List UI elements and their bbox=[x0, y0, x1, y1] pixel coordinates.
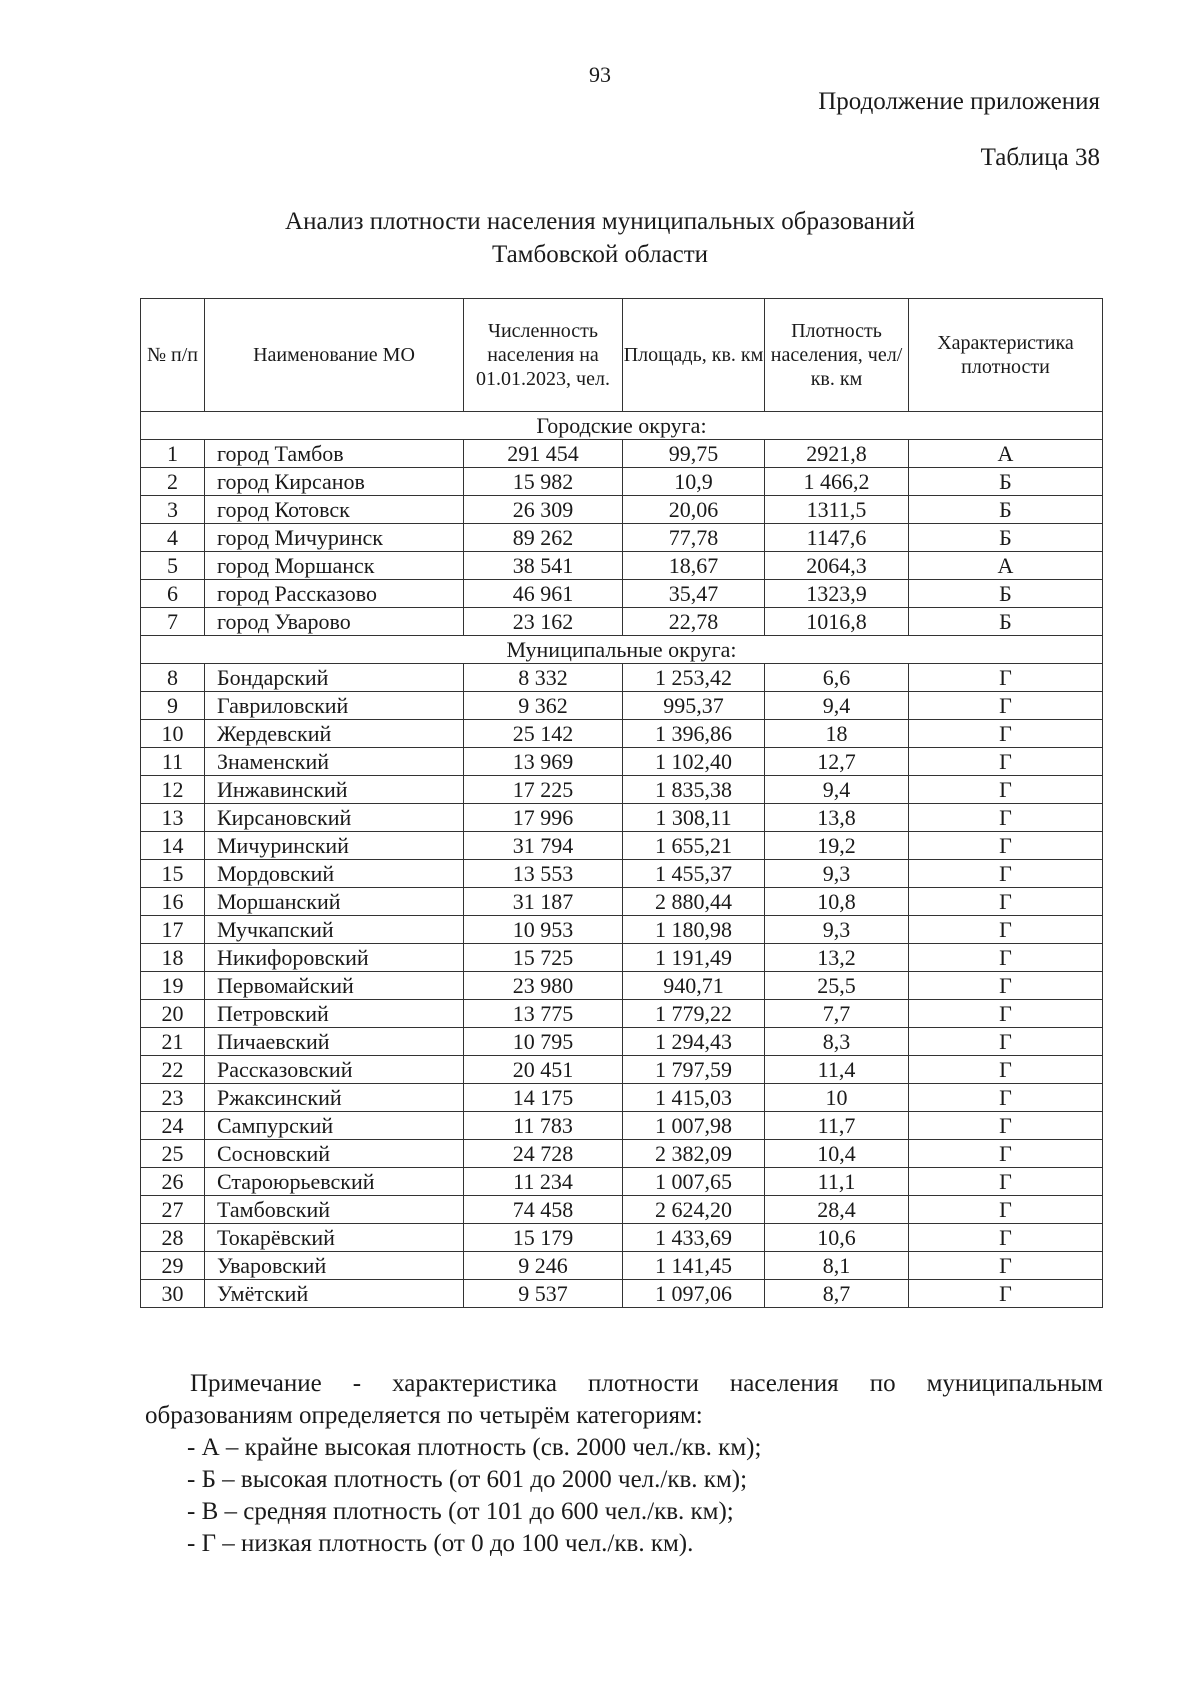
cell-density: 28,4 bbox=[765, 1196, 909, 1224]
cell-category: Г bbox=[909, 1168, 1103, 1196]
cell-population: 26 309 bbox=[464, 496, 623, 524]
cell-category: Б bbox=[909, 608, 1103, 636]
cell-num: 20 bbox=[141, 1000, 205, 1028]
cell-density: 8,7 bbox=[765, 1280, 909, 1308]
cell-density: 1311,5 bbox=[765, 496, 909, 524]
cell-area: 1 141,45 bbox=[623, 1252, 765, 1280]
table-row bbox=[141, 972, 1103, 1000]
cell-area: 99,75 bbox=[623, 440, 765, 468]
header-density: Плотность населения, чел/ кв. км bbox=[765, 299, 909, 412]
cell-name: Уваровский bbox=[205, 1252, 464, 1280]
cell-population: 291 454 bbox=[464, 440, 623, 468]
cell-num: 27 bbox=[141, 1196, 205, 1224]
cell-name: Жердевский bbox=[205, 720, 464, 748]
table-row bbox=[141, 720, 1103, 748]
table-row bbox=[141, 860, 1103, 888]
cell-area: 22,78 bbox=[623, 608, 765, 636]
cell-area: 1 797,59 bbox=[623, 1056, 765, 1084]
cell-name: город Моршанск bbox=[205, 552, 464, 580]
cell-density: 2921,8 bbox=[765, 440, 909, 468]
cell-density: 8,3 bbox=[765, 1028, 909, 1056]
cell-density: 10,6 bbox=[765, 1224, 909, 1252]
cell-area: 1 180,98 bbox=[623, 916, 765, 944]
cell-name: город Уварово bbox=[205, 608, 464, 636]
cell-category: Г bbox=[909, 832, 1103, 860]
cell-category: Б bbox=[909, 524, 1103, 552]
table-row bbox=[141, 664, 1103, 692]
cell-num: 14 bbox=[141, 832, 205, 860]
cell-area: 1 655,21 bbox=[623, 832, 765, 860]
cell-name: город Мичуринск bbox=[205, 524, 464, 552]
cell-density: 11,1 bbox=[765, 1168, 909, 1196]
cell-num: 23 bbox=[141, 1084, 205, 1112]
cell-category: Г bbox=[909, 972, 1103, 1000]
cell-num: 16 bbox=[141, 888, 205, 916]
table-row bbox=[141, 524, 1103, 552]
cell-area: 1 455,37 bbox=[623, 860, 765, 888]
cell-population: 17 225 bbox=[464, 776, 623, 804]
cell-area: 995,37 bbox=[623, 692, 765, 720]
cell-category: Г bbox=[909, 804, 1103, 832]
cell-num: 2 bbox=[141, 468, 205, 496]
cell-category: Г bbox=[909, 1140, 1103, 1168]
cell-name: Тамбовский bbox=[205, 1196, 464, 1224]
cell-population: 11 783 bbox=[464, 1112, 623, 1140]
cell-category: Г bbox=[909, 944, 1103, 972]
table-row bbox=[141, 1084, 1103, 1112]
cell-name: Мордовский bbox=[205, 860, 464, 888]
table-row bbox=[141, 888, 1103, 916]
table-header-row bbox=[141, 299, 1103, 412]
cell-name: Первомайский bbox=[205, 972, 464, 1000]
document-title bbox=[0, 205, 1200, 271]
cell-density: 9,3 bbox=[765, 916, 909, 944]
cell-category: Г bbox=[909, 1112, 1103, 1140]
title-line-2: Тамбовской области bbox=[491, 241, 709, 268]
cell-category: Г bbox=[909, 1196, 1103, 1224]
cell-population: 23 162 bbox=[464, 608, 623, 636]
table-row bbox=[141, 692, 1103, 720]
table-row bbox=[141, 748, 1103, 776]
cell-category: Г bbox=[909, 1084, 1103, 1112]
cell-name: город Котовск bbox=[205, 496, 464, 524]
cell-category: Г bbox=[909, 664, 1103, 692]
cell-num: 19 bbox=[141, 972, 205, 1000]
cell-density: 9,4 bbox=[765, 776, 909, 804]
cell-density: 10 bbox=[765, 1084, 909, 1112]
header-name: Наименование МО bbox=[205, 299, 464, 412]
section-header-row bbox=[141, 412, 1103, 440]
cell-num: 17 bbox=[141, 916, 205, 944]
cell-category: Г bbox=[909, 860, 1103, 888]
cell-num: 18 bbox=[141, 944, 205, 972]
cell-name: Ржаксинский bbox=[205, 1084, 464, 1112]
continuation-label: Продолжение приложения bbox=[818, 88, 1100, 115]
cell-population: 38 541 bbox=[464, 552, 623, 580]
table-row bbox=[141, 1280, 1103, 1308]
table-row bbox=[141, 944, 1103, 972]
table-row bbox=[141, 1000, 1103, 1028]
cell-category: Г bbox=[909, 1252, 1103, 1280]
note-item: - А – крайне высокая плотность (св. 2000 чел./кв. км); bbox=[187, 1434, 762, 1461]
cell-population: 14 175 bbox=[464, 1084, 623, 1112]
table-row bbox=[141, 832, 1103, 860]
cell-area: 20,06 bbox=[623, 496, 765, 524]
table-row bbox=[141, 776, 1103, 804]
cell-population: 11 234 bbox=[464, 1168, 623, 1196]
cell-population: 10 795 bbox=[464, 1028, 623, 1056]
table-row bbox=[141, 1224, 1103, 1252]
cell-category: Г bbox=[909, 748, 1103, 776]
cell-category: Г bbox=[909, 692, 1103, 720]
note-items bbox=[145, 1432, 1103, 1560]
cell-area: 2 624,20 bbox=[623, 1196, 765, 1224]
cell-name: Мучкапский bbox=[205, 916, 464, 944]
note bbox=[145, 1368, 1103, 1560]
note-intro: Примечание - характеристика плотности населения по муниципальным образованиям определяется по четырём категориям: bbox=[145, 1370, 1103, 1429]
table-row bbox=[141, 496, 1103, 524]
cell-name: Пичаевский bbox=[205, 1028, 464, 1056]
table-row bbox=[141, 1252, 1103, 1280]
cell-area: 1 308,11 bbox=[623, 804, 765, 832]
cell-area: 2 880,44 bbox=[623, 888, 765, 916]
cell-population: 15 179 bbox=[464, 1224, 623, 1252]
cell-population: 13 775 bbox=[464, 1000, 623, 1028]
cell-name: Гавриловский bbox=[205, 692, 464, 720]
cell-num: 29 bbox=[141, 1252, 205, 1280]
cell-num: 9 bbox=[141, 692, 205, 720]
cell-area: 1 415,03 bbox=[623, 1084, 765, 1112]
cell-area: 1 779,22 bbox=[623, 1000, 765, 1028]
table-row bbox=[141, 1140, 1103, 1168]
cell-category: Г bbox=[909, 1000, 1103, 1028]
cell-num: 25 bbox=[141, 1140, 205, 1168]
table-row bbox=[141, 552, 1103, 580]
cell-population: 89 262 bbox=[464, 524, 623, 552]
cell-density: 7,7 bbox=[765, 1000, 909, 1028]
cell-category: Б bbox=[909, 468, 1103, 496]
table-row bbox=[141, 804, 1103, 832]
cell-area: 1 253,42 bbox=[623, 664, 765, 692]
cell-density: 13,8 bbox=[765, 804, 909, 832]
cell-name: Бондарский bbox=[205, 664, 464, 692]
table-row bbox=[141, 1112, 1103, 1140]
cell-population: 31 794 bbox=[464, 832, 623, 860]
cell-name: Сампурский bbox=[205, 1112, 464, 1140]
cell-category: Г bbox=[909, 1224, 1103, 1252]
cell-num: 4 bbox=[141, 524, 205, 552]
cell-population: 15 982 bbox=[464, 468, 623, 496]
cell-num: 10 bbox=[141, 720, 205, 748]
cell-name: Инжавинский bbox=[205, 776, 464, 804]
cell-category: Г bbox=[909, 1028, 1103, 1056]
cell-category: Г bbox=[909, 720, 1103, 748]
cell-category: Г bbox=[909, 1056, 1103, 1084]
table-label: Таблица 38 bbox=[980, 144, 1100, 171]
cell-name: Кирсановский bbox=[205, 804, 464, 832]
cell-area: 1 396,86 bbox=[623, 720, 765, 748]
header-population: Численность населения на 01.01.2023, чел. bbox=[464, 299, 623, 412]
cell-name: Никифоровский bbox=[205, 944, 464, 972]
section-title: Городские округа: bbox=[141, 412, 1103, 440]
table-row bbox=[141, 1168, 1103, 1196]
header-category: Характеристика плотности bbox=[909, 299, 1103, 412]
note-item: - В – средняя плотность (от 101 до 600 чел./кв. км); bbox=[187, 1498, 734, 1525]
table-row bbox=[141, 1028, 1103, 1056]
cell-category: А bbox=[909, 552, 1103, 580]
cell-name: город Тамбов bbox=[205, 440, 464, 468]
cell-area: 1 007,98 bbox=[623, 1112, 765, 1140]
cell-density: 1323,9 bbox=[765, 580, 909, 608]
cell-num: 28 bbox=[141, 1224, 205, 1252]
cell-population: 23 980 bbox=[464, 972, 623, 1000]
cell-category: Г bbox=[909, 888, 1103, 916]
cell-name: Моршанский bbox=[205, 888, 464, 916]
cell-area: 1 433,69 bbox=[623, 1224, 765, 1252]
cell-density: 11,4 bbox=[765, 1056, 909, 1084]
cell-area: 35,47 bbox=[623, 580, 765, 608]
cell-population: 31 187 bbox=[464, 888, 623, 916]
cell-num: 5 bbox=[141, 552, 205, 580]
cell-population: 8 332 bbox=[464, 664, 623, 692]
cell-num: 13 bbox=[141, 804, 205, 832]
cell-population: 24 728 bbox=[464, 1140, 623, 1168]
table-row bbox=[141, 580, 1103, 608]
section-title: Муниципальные округа: bbox=[141, 636, 1103, 664]
table-row bbox=[141, 468, 1103, 496]
cell-density: 19,2 bbox=[765, 832, 909, 860]
cell-density: 8,1 bbox=[765, 1252, 909, 1280]
cell-area: 1 191,49 bbox=[623, 944, 765, 972]
cell-num: 15 bbox=[141, 860, 205, 888]
cell-population: 9 537 bbox=[464, 1280, 623, 1308]
table-row bbox=[141, 1196, 1103, 1224]
cell-category: Б bbox=[909, 580, 1103, 608]
cell-name: Умётский bbox=[205, 1280, 464, 1308]
cell-population: 46 961 bbox=[464, 580, 623, 608]
cell-density: 18 bbox=[765, 720, 909, 748]
cell-name: Знаменский bbox=[205, 748, 464, 776]
cell-density: 25,5 bbox=[765, 972, 909, 1000]
cell-num: 26 bbox=[141, 1168, 205, 1196]
cell-density: 13,2 bbox=[765, 944, 909, 972]
cell-area: 2 382,09 bbox=[623, 1140, 765, 1168]
cell-area: 77,78 bbox=[623, 524, 765, 552]
page-number: 93 bbox=[589, 62, 611, 87]
table-row bbox=[141, 1056, 1103, 1084]
cell-num: 1 bbox=[141, 440, 205, 468]
cell-population: 15 725 bbox=[464, 944, 623, 972]
table-body bbox=[141, 412, 1103, 1308]
cell-num: 21 bbox=[141, 1028, 205, 1056]
cell-population: 9 246 bbox=[464, 1252, 623, 1280]
cell-area: 18,67 bbox=[623, 552, 765, 580]
density-table bbox=[140, 298, 1103, 1308]
cell-density: 6,6 bbox=[765, 664, 909, 692]
cell-population: 13 553 bbox=[464, 860, 623, 888]
cell-num: 30 bbox=[141, 1280, 205, 1308]
cell-category: Б bbox=[909, 496, 1103, 524]
cell-num: 24 bbox=[141, 1112, 205, 1140]
cell-area: 1 007,65 bbox=[623, 1168, 765, 1196]
cell-population: 13 969 bbox=[464, 748, 623, 776]
cell-population: 74 458 bbox=[464, 1196, 623, 1224]
cell-num: 7 bbox=[141, 608, 205, 636]
section-header-row bbox=[141, 636, 1103, 664]
cell-name: город Рассказово bbox=[205, 580, 464, 608]
note-item: - Б – высокая плотность (от 601 до 2000 чел./кв. км); bbox=[187, 1466, 748, 1493]
cell-density: 11,7 bbox=[765, 1112, 909, 1140]
cell-density: 2064,3 bbox=[765, 552, 909, 580]
cell-population: 17 996 bbox=[464, 804, 623, 832]
cell-population: 20 451 bbox=[464, 1056, 623, 1084]
cell-area: 1 835,38 bbox=[623, 776, 765, 804]
header-area: Площадь, кв. км bbox=[623, 299, 765, 412]
cell-num: 3 bbox=[141, 496, 205, 524]
cell-density: 10,4 bbox=[765, 1140, 909, 1168]
cell-density: 12,7 bbox=[765, 748, 909, 776]
cell-category: Г bbox=[909, 916, 1103, 944]
cell-density: 9,3 bbox=[765, 860, 909, 888]
cell-category: А bbox=[909, 440, 1103, 468]
cell-area: 1 294,43 bbox=[623, 1028, 765, 1056]
cell-population: 9 362 bbox=[464, 692, 623, 720]
cell-name: Токарёвский bbox=[205, 1224, 464, 1252]
cell-density: 1 466,2 bbox=[765, 468, 909, 496]
header-num: № п/п bbox=[141, 299, 205, 412]
cell-name: Петровский bbox=[205, 1000, 464, 1028]
table-row bbox=[141, 608, 1103, 636]
cell-population: 25 142 bbox=[464, 720, 623, 748]
cell-area: 10,9 bbox=[623, 468, 765, 496]
cell-density: 9,4 bbox=[765, 692, 909, 720]
cell-num: 12 bbox=[141, 776, 205, 804]
cell-num: 6 bbox=[141, 580, 205, 608]
cell-num: 11 bbox=[141, 748, 205, 776]
cell-name: Мичуринский bbox=[205, 832, 464, 860]
table-row bbox=[141, 440, 1103, 468]
table-row bbox=[141, 916, 1103, 944]
cell-area: 940,71 bbox=[623, 972, 765, 1000]
title-line-1: Анализ плотности населения муниципальных образований bbox=[285, 208, 915, 235]
cell-area: 1 097,06 bbox=[623, 1280, 765, 1308]
cell-density: 1147,6 bbox=[765, 524, 909, 552]
cell-area: 1 102,40 bbox=[623, 748, 765, 776]
cell-name: Рассказовский bbox=[205, 1056, 464, 1084]
note-item: - Г – низкая плотность (от 0 до 100 чел./кв. км). bbox=[187, 1530, 694, 1557]
cell-name: Староюрьевский bbox=[205, 1168, 464, 1196]
cell-density: 1016,8 bbox=[765, 608, 909, 636]
cell-num: 8 bbox=[141, 664, 205, 692]
cell-category: Г bbox=[909, 776, 1103, 804]
cell-density: 10,8 bbox=[765, 888, 909, 916]
cell-name: Сосновский bbox=[205, 1140, 464, 1168]
cell-population: 10 953 bbox=[464, 916, 623, 944]
cell-num: 22 bbox=[141, 1056, 205, 1084]
cell-name: город Кирсанов bbox=[205, 468, 464, 496]
cell-category: Г bbox=[909, 1280, 1103, 1308]
